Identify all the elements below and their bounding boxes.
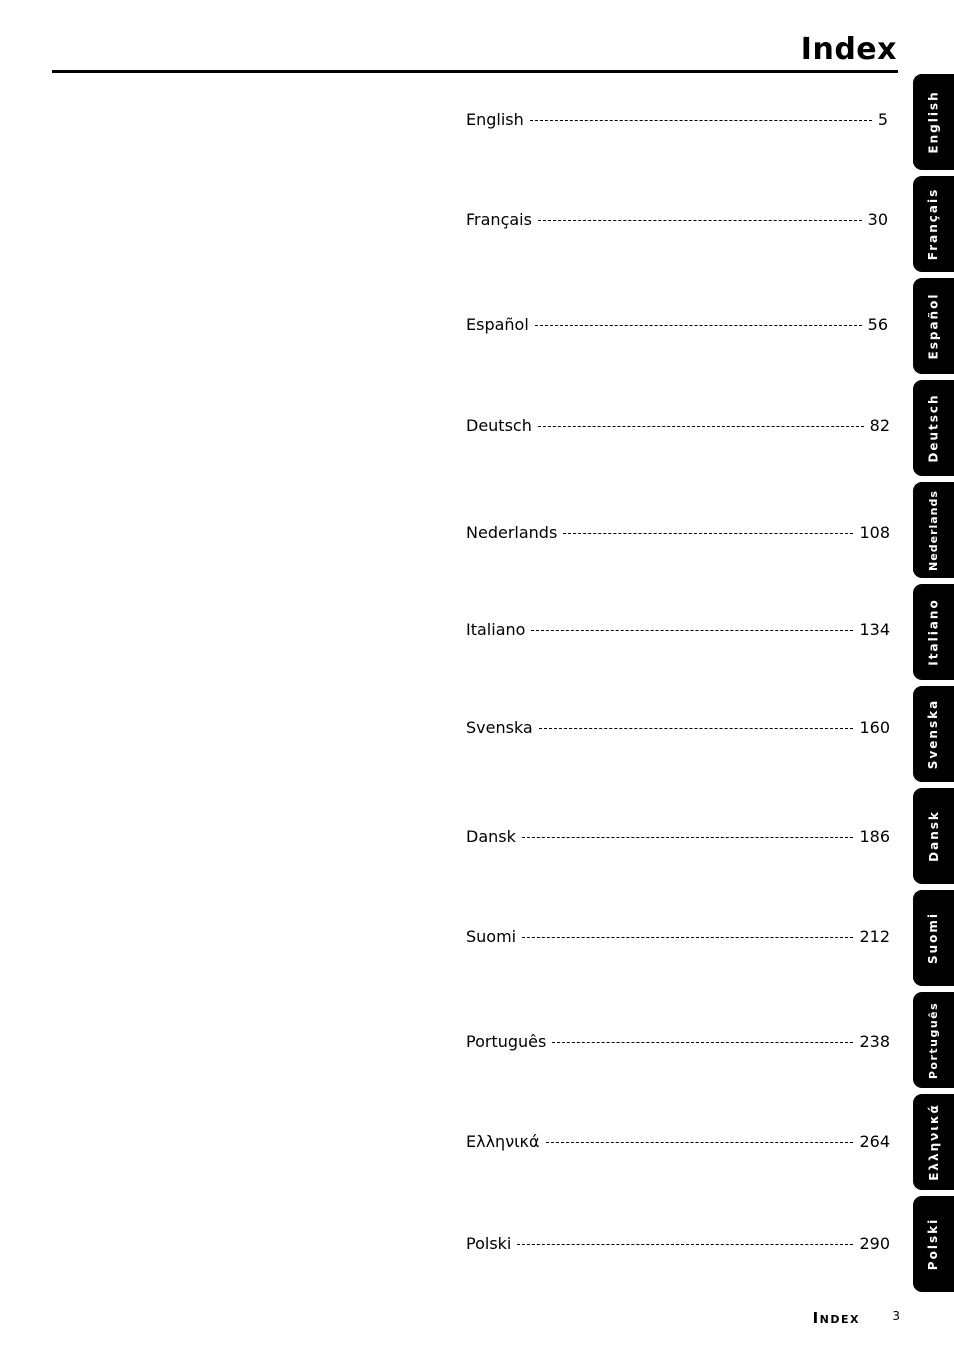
toc-label: Svenska: [466, 717, 533, 737]
toc-page-number: 134: [859, 619, 890, 639]
language-tab-polski[interactable]: [913, 1196, 954, 1292]
language-tab-italiano[interactable]: [913, 584, 954, 680]
tab-label: English: [926, 90, 941, 154]
toc-entry-italiano[interactable]: [466, 617, 890, 641]
language-tab-francais[interactable]: [913, 176, 954, 272]
toc-page-number: 82: [869, 415, 890, 435]
language-tab-ellinika[interactable]: [913, 1094, 954, 1190]
footer-section-label: Index: [812, 1309, 860, 1327]
tab-label: Português: [927, 1001, 941, 1079]
toc-label: Italiano: [466, 619, 526, 639]
toc-page-number: 5: [877, 109, 888, 129]
toc-entry-espanol[interactable]: [466, 312, 888, 336]
toc-label: Español: [466, 314, 529, 334]
toc-leader: [522, 937, 853, 938]
toc-page-number: 186: [859, 826, 890, 846]
toc-leader: [538, 426, 864, 427]
tab-label: Svenska: [926, 698, 941, 770]
toc-leader: [522, 837, 854, 838]
toc-page-number: 290: [859, 1233, 890, 1253]
toc-entry-ellinika[interactable]: [466, 1129, 890, 1153]
toc-label: Dansk: [466, 826, 516, 846]
language-tab-english[interactable]: [913, 74, 954, 170]
toc-leader: [517, 1244, 853, 1245]
tab-label: Français: [926, 187, 941, 261]
toc-entry-english[interactable]: [466, 107, 888, 131]
toc-label: Português: [466, 1031, 547, 1051]
tab-label: Suomi: [926, 911, 941, 965]
page-title: Index: [800, 32, 897, 67]
tab-label: Dansk: [926, 810, 941, 862]
toc-leader: [552, 1042, 853, 1043]
toc-leader: [535, 325, 862, 326]
toc-entry-suomi[interactable]: [466, 924, 890, 948]
language-tab-suomi[interactable]: [913, 890, 954, 986]
toc-entry-dansk[interactable]: [466, 824, 890, 848]
toc-leader: [563, 533, 853, 534]
tab-label: Nederlands: [927, 489, 940, 571]
toc-label: Ελληνικά: [466, 1131, 540, 1151]
toc-leader: [531, 630, 853, 631]
tab-label: Deutsch: [926, 393, 941, 463]
toc-label: Suomi: [466, 926, 517, 946]
toc-page-number: 264: [859, 1131, 890, 1151]
toc-leader: [546, 1142, 854, 1143]
title-rule: [52, 70, 898, 73]
toc-leader: [539, 728, 854, 729]
toc-page-number: 238: [859, 1031, 890, 1051]
toc-label: Français: [466, 209, 532, 229]
toc-entry-portugues[interactable]: [466, 1029, 890, 1053]
toc-entry-francais[interactable]: [466, 207, 888, 231]
toc-label: Polski: [466, 1233, 512, 1253]
toc-page-number: 108: [859, 522, 890, 542]
tab-label: Ελληνικά: [926, 1103, 941, 1181]
toc-label: English: [466, 109, 524, 129]
toc-label: Deutsch: [466, 415, 532, 435]
toc-page-number: 212: [859, 926, 890, 946]
toc-page-number: 56: [867, 314, 888, 334]
language-tab-deutsch[interactable]: [913, 380, 954, 476]
language-tab-dansk[interactable]: [913, 788, 954, 884]
footer-page-number: 3: [892, 1309, 900, 1323]
tab-label: Polski: [926, 1217, 941, 1271]
toc-entry-svenska[interactable]: [466, 715, 890, 739]
tab-label: Español: [926, 292, 941, 360]
toc-page-number: 30: [867, 209, 888, 229]
language-tab-portugues[interactable]: [913, 992, 954, 1088]
tab-label: Italiano: [926, 598, 941, 666]
toc-leader: [538, 220, 862, 221]
toc-entry-polski[interactable]: [466, 1231, 890, 1255]
language-tab-nederlands[interactable]: [913, 482, 954, 578]
toc-page-number: 160: [859, 717, 890, 737]
toc-label: Nederlands: [466, 522, 558, 542]
language-tab-espanol[interactable]: [913, 278, 954, 374]
toc-entry-deutsch[interactable]: [466, 413, 890, 437]
language-tab-svenska[interactable]: [913, 686, 954, 782]
toc-entry-nederlands[interactable]: [466, 520, 890, 544]
toc-leader: [530, 120, 872, 121]
